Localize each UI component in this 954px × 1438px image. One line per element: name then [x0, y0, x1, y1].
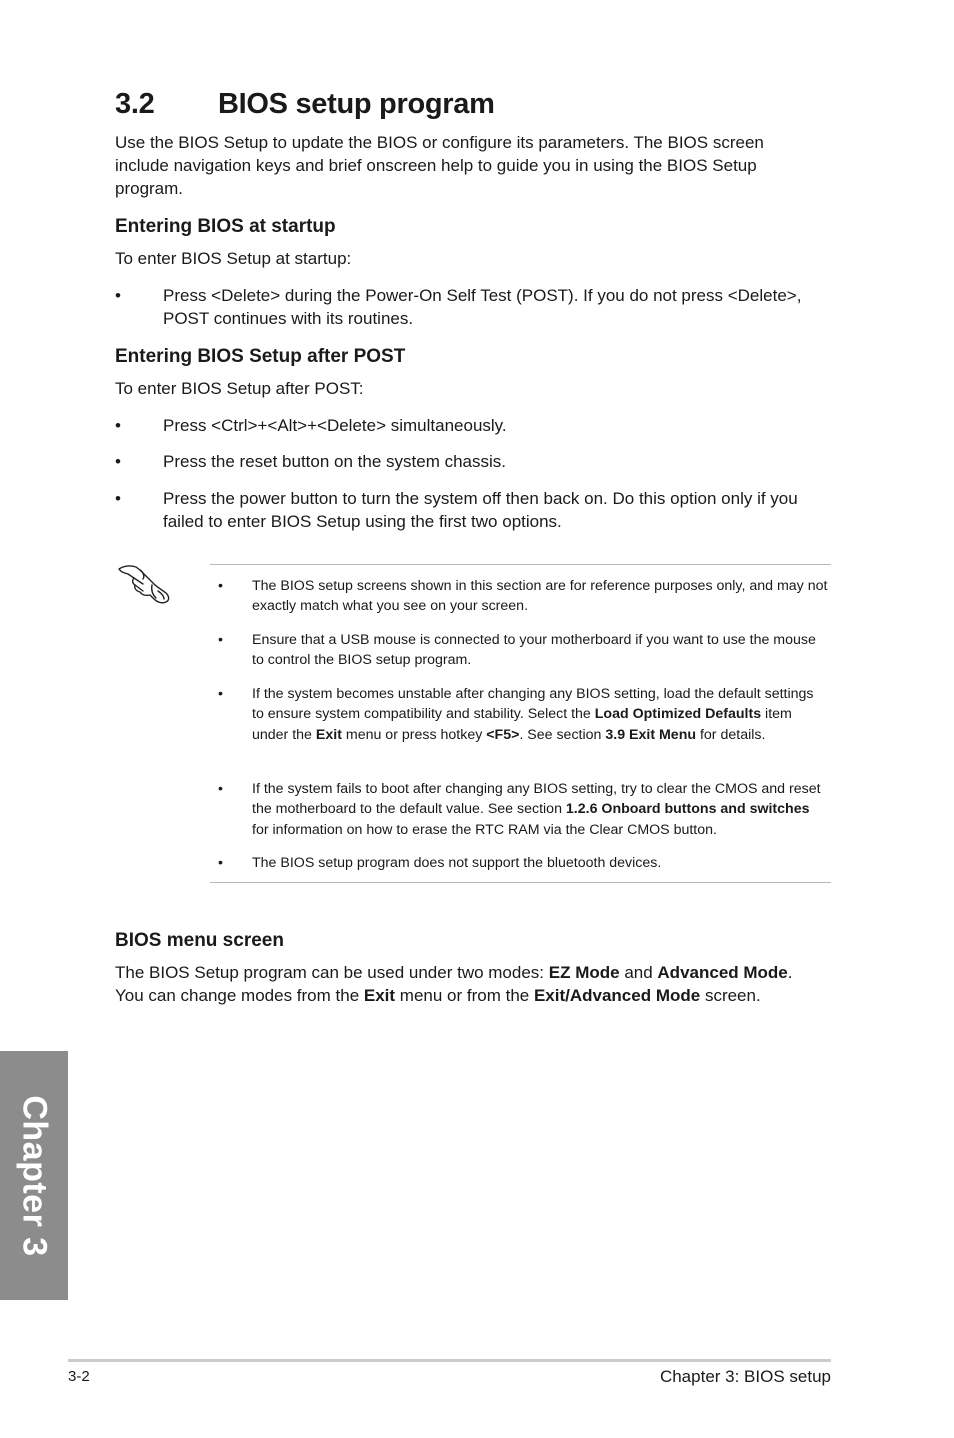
bullet-glyph: •: [115, 452, 121, 471]
list-item: [115, 487, 831, 533]
text-run: menu or press hotkey: [341, 726, 487, 743]
after-post-lead: To enter BIOS Setup after POST:: [115, 379, 364, 398]
section-title: [115, 88, 495, 121]
bullet-glyph: •: [218, 632, 223, 648]
text-run: The BIOS setup screens shown in this section are for reference purposes only, and may not exactly match what you see on your screen.: [252, 578, 828, 615]
note-item-text: [252, 630, 828, 671]
list-item-text: Press <Ctrl>+<Alt>+<Delete> simultaneously.: [163, 416, 507, 435]
text-run: The BIOS Setup program can be used under two modes:: [115, 963, 549, 982]
emphasis-text: Exit/Advanced Mode: [533, 986, 701, 1005]
bullet-glyph: •: [218, 855, 223, 871]
text-run: If the system becomes unstable after changing any BIOS setting, load the default settings to ensure system compatibility and stability. Select the: [252, 686, 814, 723]
note-item: [218, 576, 828, 617]
chapter-side-label: Chapter 3: [15, 1095, 54, 1257]
emphasis-text: Exit: [363, 986, 396, 1005]
menu-screen-paragraph: [115, 961, 815, 1007]
pointing-hand-icon: [116, 560, 174, 611]
list-item: [115, 284, 831, 330]
emphasis-text: <F5>: [486, 726, 520, 743]
emphasis-text: 3.9 Exit Menu: [605, 726, 697, 743]
note-item-text: [252, 779, 828, 840]
bullet-glyph: •: [218, 686, 223, 702]
text-run: Ensure that a USB mouse is connected to your motherboard if you want to use the mouse to control the BIOS setup program.: [252, 632, 816, 669]
note-item-text: [252, 684, 828, 745]
bullet-glyph: •: [115, 489, 121, 508]
bullet-glyph: •: [115, 416, 121, 435]
footer-divider: [68, 1359, 831, 1362]
text-run: If the system fails to boot after changing any BIOS setting, try to clear the CMOS and reset the motherboard to the default value. See section: [252, 781, 821, 818]
note-item: [218, 779, 828, 840]
text-run: The BIOS setup program does not support the bluetooth devices.: [252, 855, 662, 871]
menu-screen-heading: BIOS menu screen: [115, 930, 284, 951]
startup-lead: To enter BIOS Setup at startup:: [115, 249, 352, 268]
intro-paragraph: Use the BIOS Setup to update the BIOS or configure its parameters. The BIOS screen include navigation keys and brief onscreen help to guide you in using the BIOS Setup program.: [115, 133, 764, 198]
text-run: menu or from the: [395, 986, 534, 1005]
bullet-glyph: •: [218, 578, 223, 594]
after-post-heading: Entering BIOS Setup after POST: [115, 346, 406, 367]
bullet-glyph: •: [115, 286, 121, 305]
emphasis-text: Advanced Mode: [657, 963, 788, 982]
text-run: screen.: [700, 986, 761, 1005]
emphasis-text: EZ Mode: [548, 963, 620, 982]
list-item-text: Press the power button to turn the system off then back on. Do this option only if you failed to enter BIOS Setup using the first two options.: [163, 489, 798, 531]
text-run: item under the: [252, 706, 792, 743]
page-number: 3-2: [68, 1368, 90, 1385]
emphasis-text: Exit: [315, 726, 342, 743]
startup-heading: Entering BIOS at startup: [115, 216, 336, 237]
list-item-text: Press the reset button on the system chassis.: [163, 452, 506, 471]
bullet-glyph: •: [218, 781, 223, 797]
emphasis-text: 1.2.6 Onboard buttons and switches: [565, 801, 810, 818]
chapter-side-tab: [0, 1051, 68, 1300]
text-run: for details.: [696, 726, 766, 743]
section-number: 3.2: [115, 88, 155, 120]
footer-chapter: Chapter 3: BIOS setup: [659, 1367, 831, 1386]
list-item-text: Press <Delete> during the Power-On Self Test (POST). If you do not press <Delete>, POST continues with its routines.: [163, 286, 802, 328]
note-item-text: [252, 576, 828, 617]
note-item: [218, 684, 828, 745]
note-item: [218, 630, 828, 671]
text-run: . See section: [519, 726, 606, 743]
note-item: [218, 853, 828, 873]
note-item-text: [252, 853, 828, 873]
text-run: . You can change modes from the: [115, 963, 793, 1005]
text-run: for information on how to erase the RTC RAM via the Clear CMOS button.: [252, 821, 717, 838]
list-item: [115, 414, 831, 437]
emphasis-text: Load Optimized Defaults: [594, 706, 762, 723]
list-item: [115, 450, 831, 473]
section-title-text: BIOS setup program: [218, 88, 495, 120]
text-run: and: [619, 963, 658, 982]
